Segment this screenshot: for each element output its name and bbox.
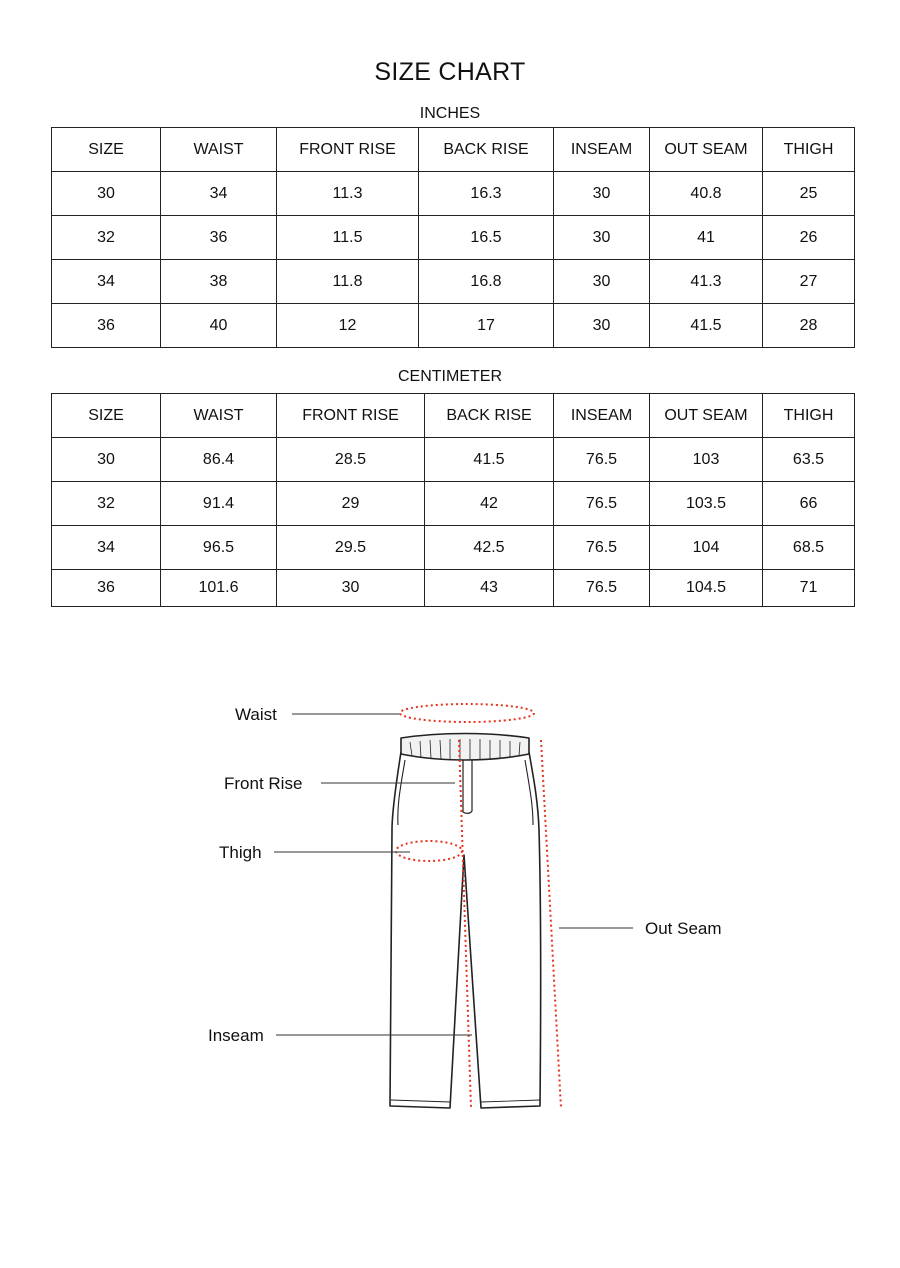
table-cell: 28 [763,304,855,348]
table-cell: 41.3 [650,260,763,304]
thigh-label: Thigh [219,843,262,862]
column-header: INSEAM [554,128,650,172]
table-cell: 28.5 [277,438,425,482]
table-cell: 29 [277,482,425,526]
table-cell: 16.8 [419,260,554,304]
pants-measurement-diagram [0,640,900,1160]
centimeter-table-caption: CENTIMETER [398,368,502,385]
table-cell: 76.5 [554,570,650,607]
table-cell: 16.3 [419,172,554,216]
table-cell: 11.3 [277,172,419,216]
table-cell: 38 [161,260,277,304]
table-cell: 36 [161,216,277,260]
table-row [52,304,855,348]
table-cell: 43 [425,570,554,607]
table-cell: 30 [554,260,650,304]
table-row [52,526,855,570]
inches-table-caption: INCHES [419,105,481,122]
table-row [52,482,855,526]
inseam-label: Inseam [208,1026,264,1045]
table-row [52,260,855,304]
table-header-row [52,128,855,172]
table-cell: 66 [763,482,855,526]
table-cell: 36 [52,570,161,607]
table-cell: 41.5 [425,438,554,482]
out-seam-measure-marker [541,740,561,1108]
table-cell: 41.5 [650,304,763,348]
table-cell: 25 [763,172,855,216]
column-header: THIGH [763,394,855,438]
column-header: BACK RISE [419,128,554,172]
front-rise-label: Front Rise [224,774,303,793]
table-cell: 17 [419,304,554,348]
table-cell: 32 [52,216,161,260]
table-cell: 76.5 [554,438,650,482]
column-header: SIZE [52,394,161,438]
table-cell: 11.5 [277,216,419,260]
inches-size-table [51,127,855,348]
column-header: OUT SEAM [650,128,763,172]
table-cell: 26 [763,216,855,260]
column-header: SIZE [52,128,161,172]
table-cell: 30 [52,172,161,216]
table-cell: 103 [650,438,763,482]
table-cell: 42 [425,482,554,526]
table-cell: 40 [161,304,277,348]
column-header: FRONT RISE [277,394,425,438]
table-cell: 11.8 [277,260,419,304]
table-cell: 96.5 [161,526,277,570]
column-header: WAIST [161,394,277,438]
table-cell: 71 [763,570,855,607]
table-row [52,438,855,482]
table-header-row [52,394,855,438]
page-title: SIZE CHART [374,58,526,86]
table-cell: 32 [52,482,161,526]
table-cell: 103.5 [650,482,763,526]
table-cell: 30 [554,304,650,348]
table-cell: 34 [52,526,161,570]
column-header: WAIST [161,128,277,172]
table-cell: 30 [277,570,425,607]
column-header: OUT SEAM [650,394,763,438]
table-cell: 36 [52,304,161,348]
table-row [52,570,855,607]
waist-measure-marker [400,704,534,722]
table-cell: 104.5 [650,570,763,607]
table-cell: 34 [161,172,277,216]
table-cell: 30 [554,216,650,260]
column-header: THIGH [763,128,855,172]
table-cell: 104 [650,526,763,570]
column-header: INSEAM [554,394,650,438]
table-cell: 86.4 [161,438,277,482]
table-cell: 76.5 [554,482,650,526]
centimeter-size-table [51,393,855,607]
table-cell: 41 [650,216,763,260]
table-cell: 76.5 [554,526,650,570]
table-row [52,172,855,216]
table-cell: 68.5 [763,526,855,570]
table-cell: 42.5 [425,526,554,570]
table-cell: 101.6 [161,570,277,607]
column-header: FRONT RISE [277,128,419,172]
out-seam-label: Out Seam [645,919,722,938]
table-cell: 27 [763,260,855,304]
table-cell: 16.5 [419,216,554,260]
table-cell: 34 [52,260,161,304]
column-header: BACK RISE [425,394,554,438]
waist-label: Waist [235,705,277,724]
table-cell: 63.5 [763,438,855,482]
table-cell: 40.8 [650,172,763,216]
table-cell: 30 [554,172,650,216]
table-cell: 91.4 [161,482,277,526]
table-cell: 30 [52,438,161,482]
table-row [52,216,855,260]
table-cell: 12 [277,304,419,348]
table-cell: 29.5 [277,526,425,570]
